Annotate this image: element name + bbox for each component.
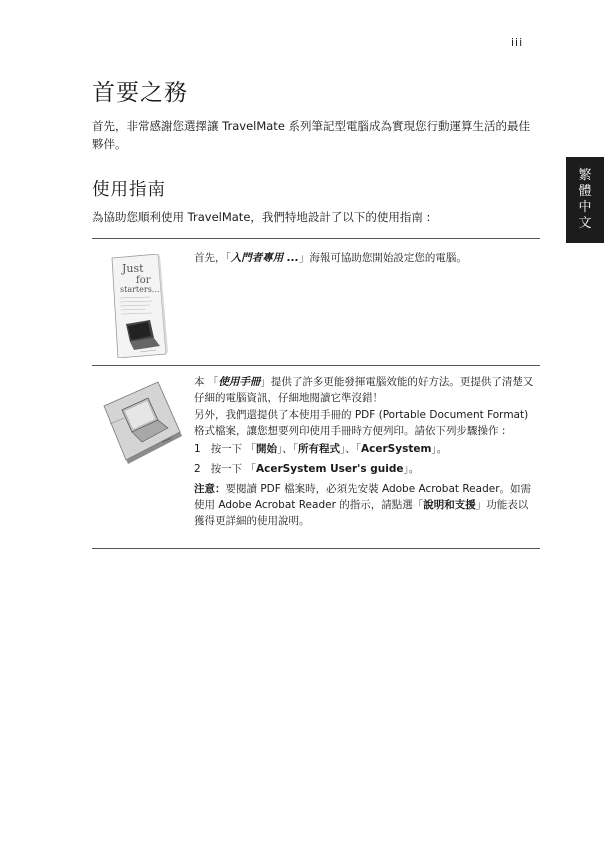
help-support-menu: 說明和支援 (423, 499, 476, 511)
step-text: 按一下 「開始」、「所有程式」、「AcerSystem」。 (210, 443, 448, 455)
poster-title-line: starters... (120, 285, 160, 294)
menu-all-programs: 所有程式 (298, 443, 341, 455)
step-1 (194, 441, 534, 457)
guide-text-pre: 本 「 (194, 376, 219, 388)
guide-name: 使用手冊 (218, 376, 261, 388)
guide-text-post: 」提供了許多更能發揮電腦效能的好方法。更提供了清楚又仔細的電腦資訊，仔細地閱讀它準沒錯！ (194, 376, 534, 404)
language-tab (566, 157, 604, 243)
guide-paragraph (194, 374, 534, 406)
divider (92, 365, 540, 366)
pdf-paragraph: 另外，我們還提供了本使用手冊的 PDF (Portable Document Format) 格式檔案，讓您想要列印使用手冊時方便列印。請依下列步驟操作 : (194, 409, 529, 437)
language-tab-char: 體 (578, 184, 592, 199)
step-text: 按一下 「AcerSystem User's guide」。 (210, 463, 420, 475)
section-heading: 使用指南 (92, 180, 166, 200)
poster-text-pre: 首先，「 (194, 252, 231, 264)
note-label: 注意： (194, 483, 226, 495)
poster-title-line: for (136, 275, 151, 286)
page-title: 首要之務 (92, 80, 188, 106)
note-paragraph: 注意：要閱讀 PDF 檔案時，必須先安裝 Adobe Acrobat Reader。如需使用 Adobe Acrobat Reader 的指示，請點選「說明和支援」功能表以獲得更詳細的使用說明。 (194, 483, 532, 527)
language-tab-char: 文 (578, 216, 592, 231)
poster-text-post: 」海報可協助您開始設定您的電腦。 (298, 252, 467, 264)
poster-title-line: Just (122, 262, 144, 275)
poster-description (194, 250, 534, 266)
user-guide-image (102, 380, 184, 468)
step-number: 1 (194, 443, 201, 455)
intro-paragraph: 首先，非常感謝您選擇讓 TravelMate 系列筆記型電腦成為實現您行動運算生活的最佳夥伴。 (92, 119, 531, 151)
starter-poster-image (110, 254, 170, 358)
step-number: 2 (194, 463, 201, 475)
menu-acersystem: AcerSystem (361, 443, 432, 455)
language-tab-char: 中 (578, 200, 592, 215)
user-guide-description (194, 374, 534, 530)
page-number: iii (511, 36, 524, 49)
menu-user-guide: AcerSystem User's guide (256, 463, 404, 475)
divider (92, 238, 540, 239)
menu-start: 開始 (256, 443, 278, 455)
divider (92, 548, 540, 549)
step-2 (194, 461, 534, 477)
section-lead: 為協助您順利使用 TravelMate，我們特地設計了以下的使用指南 : (92, 210, 431, 224)
language-tab-char: 繁 (578, 168, 592, 183)
poster-name: 入門者專用 ... (230, 252, 299, 264)
